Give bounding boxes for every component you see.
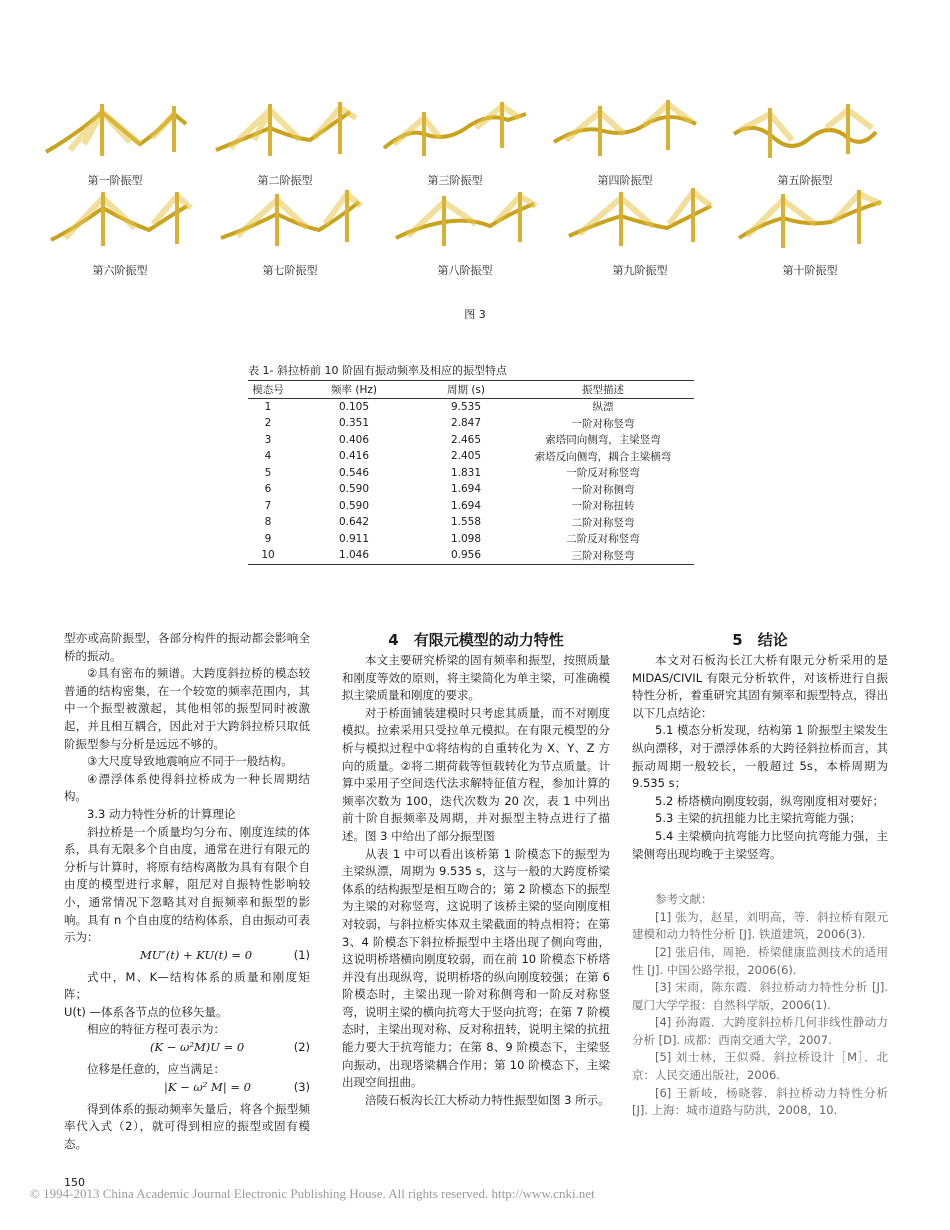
right-column [632, 630, 888, 1120]
equation-2 [64, 1039, 310, 1061]
paragraph: ④漂浮体系使得斜拉桥成为一种长周期结构。 [64, 771, 310, 804]
bridge-mode-5-image [730, 98, 880, 168]
table-header-row [248, 381, 694, 399]
bridge-mode-2-image [210, 98, 360, 168]
bridge-mode-3-image [380, 98, 530, 168]
cell-period: 1.694 [450, 483, 482, 496]
cell-mode: 2 [264, 417, 272, 430]
cell-frequency: 0.416 [338, 450, 370, 463]
equation-1-number: (1) [293, 947, 310, 962]
cell-description: 一阶对称扭转 [571, 500, 635, 513]
header-mode: 模态号 [248, 381, 288, 399]
cell-frequency: 0.351 [338, 417, 370, 430]
table-row [248, 465, 694, 482]
mode-shape-2 [210, 98, 360, 188]
cell-mode: 3 [264, 433, 272, 446]
paragraph: 从表 1 中可以看出该桥第 1 阶模态下的振型为主梁纵漂，周期为 9.535 s，这与一般的大跨度桥梁体系的结构振型是相互吻合的；第 2 阶模态下的振型为主梁的对称竖弯，这说明了该桥主梁的竖向刚度相对较弱，与斜拉桥实体双主梁截面的特点相符；在第 3、4 阶模态下斜拉桥振型中主塔出现了侧向弯曲，这说明桥塔横向刚度较弱，而在前 10 阶模态下桥塔并没有出现纵弯，说明桥塔的纵向刚度较强；在第 6 阶模态时，主梁出现一阶对称侧弯和一阶反对称竖弯，说明主梁的横向抗弯大于竖向抗弯；在第 7 阶模态时，主梁出现对称、反对称扭转，说明主梁的抗扭能力要大于抗弯能力；在第 8、9 阶模态下，主梁竖向振动，出现塔梁耦合作用；第 10 阶模态下，主梁出现空间扭曲。 [342, 846, 610, 1090]
table-row [248, 547, 694, 564]
cell-mode: 6 [264, 483, 272, 496]
bridge-mode-6-image [45, 188, 195, 258]
paragraph: 型亦或高阶振型，各部分构件的振动都会影响全桥的振动。 [64, 631, 310, 663]
cell-mode: 4 [264, 450, 272, 463]
cell-frequency: 0.642 [338, 516, 370, 529]
mode-caption-9: 第九阶振型 [612, 264, 668, 277]
mode-shape-1 [40, 98, 190, 188]
header-frequency: 频率 (Hz) [288, 381, 420, 399]
cell-description: 三阶对称竖弯 [512, 547, 694, 564]
cell-description: 索塔同向侧弯，主梁竖弯 [545, 434, 661, 447]
equation-1 [64, 947, 310, 969]
bridge-mode-4-image [550, 98, 700, 168]
conclusion-item: 5.3 主梁的抗扭能力比主梁抗弯能力强； [655, 811, 861, 826]
reference-item: [2] 张启伟，周艳．桥梁健康监测技术的适用性 [J]. 中国公路学报，2006(6). [632, 944, 888, 977]
left-column [64, 630, 310, 1153]
paragraph: 得到体系的振动频率矢量后，将各个振型频率代入式（2），就可得到相应的振型或固有模态。 [64, 1101, 310, 1151]
cell-period: 1.098 [450, 532, 482, 545]
mode-caption-7: 第七阶振型 [262, 264, 318, 277]
table-row [248, 432, 694, 449]
table-row [248, 448, 694, 465]
paragraph: 涪陵石板沟长江大桥动力特性振型如图 3 所示。 [365, 1092, 610, 1107]
cell-mode: 5 [264, 466, 272, 479]
table-row [248, 514, 694, 531]
table-row [248, 498, 694, 515]
cell-description: 纵漂 [592, 401, 614, 414]
table-row [248, 531, 694, 548]
cell-mode: 8 [264, 516, 272, 529]
mode-caption-8: 第八阶振型 [437, 264, 493, 277]
cell-mode: 1 [264, 400, 272, 413]
mode-shape-10 [735, 188, 885, 278]
mode-shape-7 [215, 188, 365, 278]
mode-shape-6 [45, 188, 195, 278]
bridge-mode-9-image [565, 188, 715, 258]
cell-frequency: 0.546 [338, 466, 370, 479]
figure-label: 图 3 [464, 308, 486, 321]
reference-item: [3] 宋雨，陈东霞．斜拉桥动力特性分析 [J]. 厦门大学学报：自然科学版，2006(1). [632, 980, 888, 1012]
conclusion-item: 5.1 模态分析发现，结构第 1 阶振型主梁发生纵向漂移，对于漂浮体系的大跨径斜拉桥而言，其振动周期一般较长，一般超过 5s，本桥周期为 9.535 s； [632, 723, 888, 791]
conclusion-item: 5.2 桥塔横向刚度较弱，纵弯刚度相对要好； [655, 793, 884, 808]
cell-frequency: 0.590 [338, 483, 370, 496]
mode-caption-2: 第二阶振型 [257, 174, 313, 187]
table-row [248, 481, 694, 498]
conclusion-item: 5.4 主梁横向抗弯能力比竖向抗弯能力强，主梁侧弯出现均晚于主梁竖弯。 [632, 828, 888, 861]
bridge-mode-1-image [40, 98, 190, 168]
cell-period: 1.558 [450, 516, 482, 529]
cell-description: 二阶反对称竖弯 [566, 533, 640, 546]
middle-column [342, 630, 610, 1109]
mode-caption-10: 第十阶振型 [782, 264, 838, 277]
subsection-heading: 3.3 动力特性分析的计算理论 [87, 806, 236, 821]
paragraph: 对于桥面铺装建模时只考虑其质量，而不对刚度模拟。拉索采用只受拉单元模拟。在有限元模型的分析与模拟过程中①将结构的自重转化为 X、Y、Z 方向的质量。②将二期荷载等恒载转化为节点质量。计算中采用子空间迭代法求解特征值方程，参加计算的频率次数为 100，迭代次数为 20 次，表 1 中列出前十阶自振频率及周期，并对振型主特点进行了描述。图 3 中给出了部分振型图 [342, 705, 610, 843]
paragraph: 本文对石板沟长江大桥有限元分析采用的是 MIDAS/CIVIL 有限元分析软件，对该桥进行自振特性分析，着重研究其固有频率和振型特点，得出以下几点结论： [632, 653, 888, 720]
copyright-footer: © 1994-2013 China Academic Journal Electronic Publishing House. All rights reserved. http://www.cnki.net [30, 1186, 595, 1201]
table-row [248, 415, 694, 432]
cell-description: 一阶反对称竖弯 [566, 467, 640, 480]
cell-mode: 7 [264, 499, 272, 512]
bridge-mode-7-image [215, 188, 365, 258]
reference-item: [4] 孙海霞．大跨度斜拉桥几何非线性静动力分析 [D]. 成都：西南交通大学，2007. [632, 1015, 888, 1047]
cell-period: 0.956 [420, 547, 512, 564]
mode-table [248, 380, 694, 565]
reference-item: [6] 王新岐，杨晓蓉．斜拉桥动力特性分析 [J]. 上海：城市道路与防洪，2008，10. [632, 1085, 888, 1118]
reference-item: [1] 张为，赵星，刘明高，等．斜拉桥有限元建模和动力特性分析 [J]. 铁道建筑，2006(3). [632, 909, 888, 942]
cell-description: 一阶对称竖弯 [571, 417, 635, 430]
mode-caption-5: 第五阶振型 [777, 174, 833, 187]
mode-caption-1: 第一阶振型 [87, 174, 143, 187]
cell-description: 一阶对称侧弯 [571, 483, 635, 496]
header-period: 周期 (s) [420, 381, 512, 399]
references-heading: 参考文献： [655, 892, 713, 907]
cell-mode: 9 [264, 532, 272, 545]
mode-caption-3: 第三阶振型 [427, 174, 483, 187]
equation-1-formula: MU″(t) + KU(t) = 0 [140, 947, 253, 962]
mode-caption-4: 第四阶振型 [597, 174, 653, 187]
cell-frequency: 0.590 [338, 499, 370, 512]
cell-frequency: 0.406 [338, 433, 370, 446]
cell-frequency: 0.105 [338, 400, 370, 413]
cell-description: 二阶对称竖弯 [571, 516, 635, 529]
cell-period: 2.847 [450, 417, 482, 430]
equation-3-number: (3) [293, 1079, 310, 1094]
mode-caption-6: 第六阶振型 [92, 264, 148, 277]
paragraph: 相应的特征方程可表示为： [87, 1022, 225, 1037]
table-caption: 表 1- 斜拉桥前 10 阶固有振动频率及相应的振型特点 [248, 364, 507, 377]
cell-period: 2.465 [450, 433, 482, 446]
reference-item: [5] 刘士林，王似舜．斜拉桥设计［M］．北京：人民交通出版社，2006. [632, 1050, 888, 1083]
section-4-title: 4 有限元模型的动力特性 [388, 631, 564, 649]
cell-frequency: 0.911 [338, 532, 370, 545]
equation-2-number: (2) [293, 1040, 310, 1055]
equation-3-formula: |K − ω² M| = 0 [164, 1079, 251, 1094]
mode-shape-5 [730, 98, 880, 188]
cell-frequency: 1.046 [288, 547, 420, 564]
cell-mode: 10 [248, 547, 288, 564]
paragraph: 本文主要研究桥梁的固有频率和振型，按照质量和刚度等效的原则，将主梁简化为单主梁，可准确模拟主梁质量和刚度的要求。 [342, 653, 610, 703]
equation-3 [64, 1079, 310, 1101]
equation-2-formula: (K − ω²M)U = 0 [150, 1040, 245, 1055]
mode-shape-3 [380, 98, 530, 188]
paragraph: 式中，M、K—结构体系的质量和刚度矩阵； [64, 969, 310, 1002]
bridge-mode-8-image [390, 188, 540, 258]
paragraph: ③大尺度导致地震响应不同于一般结构。 [87, 754, 293, 769]
cell-period: 1.694 [450, 499, 482, 512]
paragraph: U(t) —体系各节点的位移矢量。 [64, 1004, 228, 1019]
mode-shape-4 [550, 98, 700, 188]
cell-description: 索塔反向侧弯，耦合主梁横弯 [534, 450, 672, 463]
paragraph: ②具有密布的频谱。大跨度斜拉桥的模态较普通的结构密集，在一个较宽的频率范围内，其中一个振型被激起，其他相邻的振型同时被激起，并且相互耦合，因此对于大跨斜拉桥只取低阶振型参与分析是远远不够的。 [64, 666, 310, 751]
cell-period: 9.535 [450, 400, 482, 413]
paragraph: 位移是任意的，应当满足： [87, 1062, 225, 1077]
mode-shape-8 [390, 188, 540, 278]
section-5-title: 5 结论 [732, 631, 788, 649]
cell-period: 2.405 [450, 450, 482, 463]
cell-period: 1.831 [450, 466, 482, 479]
header-description: 振型描述 [512, 381, 694, 399]
page-number: 150 [64, 1176, 85, 1189]
mode-shape-9 [565, 188, 715, 278]
bridge-mode-10-image [735, 188, 885, 258]
paragraph: 斜拉桥是一个质量均匀分布、刚度连续的体系，具有无限多个自由度，通常在进行有限元的分析与计算时，将原有结构离散为具有有限个自由度的模型进行求解，阻尼对自振特性影响较小，通常情况下忽略其对自振频率和振型的影响。具有 n 个自由度的结构体系，自由振动可表示为： [64, 824, 310, 945]
table-row [248, 398, 694, 415]
